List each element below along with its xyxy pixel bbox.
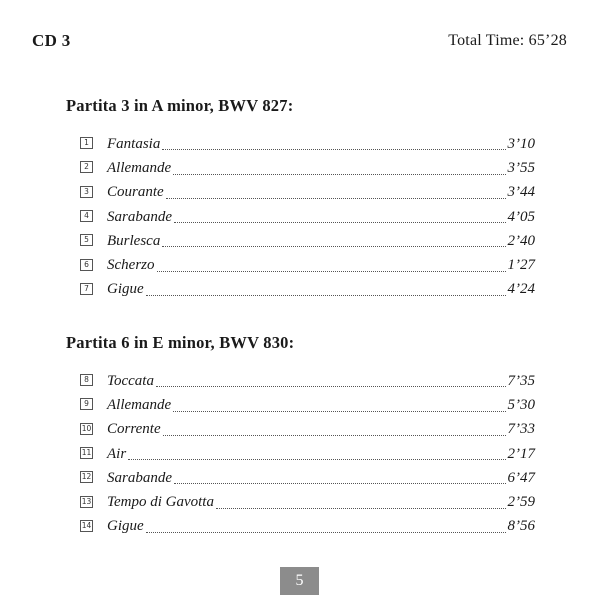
track-duration: 7’33 xyxy=(507,421,535,438)
tracklist-partita-6 xyxy=(80,369,535,539)
track-row xyxy=(80,393,535,417)
dotted-leader xyxy=(173,173,505,175)
dotted-leader xyxy=(162,245,505,247)
dotted-leader xyxy=(216,507,506,509)
track-row xyxy=(80,278,535,302)
track-title: Burlesca xyxy=(107,232,161,249)
track-number-box: 9 xyxy=(80,398,93,410)
track-number-box: 7 xyxy=(80,283,93,295)
track-duration: 2’17 xyxy=(507,445,535,462)
track-number-box: 11 xyxy=(81,448,92,458)
track-duration: 4’05 xyxy=(507,208,535,225)
track-number-box: 10 xyxy=(81,423,92,433)
track-title: Gigue xyxy=(107,281,144,298)
track-row xyxy=(80,181,535,205)
track-number-box: 8 xyxy=(80,374,93,386)
track-number-box: 5 xyxy=(80,234,93,246)
track-title: Fantasia xyxy=(107,135,161,152)
dotted-leader xyxy=(173,410,505,412)
track-title: Toccata xyxy=(107,372,154,389)
track-row xyxy=(80,442,535,466)
tracklist-partita-3 xyxy=(80,132,535,302)
track-title: Gigue xyxy=(107,518,144,535)
track-row xyxy=(80,466,535,490)
track-title: Tempo di Gavotta xyxy=(107,494,214,511)
cd-label: CD 3 xyxy=(32,31,71,50)
track-duration: 3’10 xyxy=(507,135,535,152)
dotted-leader xyxy=(174,482,506,484)
track-row xyxy=(80,490,535,514)
track-duration: 2’40 xyxy=(507,232,535,249)
track-duration: 2’59 xyxy=(507,494,535,511)
dotted-leader xyxy=(163,434,506,436)
track-row xyxy=(80,229,535,253)
dotted-leader xyxy=(162,148,505,150)
track-row xyxy=(80,205,535,229)
dotted-leader xyxy=(157,270,506,272)
dotted-leader xyxy=(146,531,506,533)
track-number-box: 3 xyxy=(80,186,93,198)
track-duration: 8’56 xyxy=(507,518,535,535)
track-row xyxy=(80,369,535,393)
section-title-partita-6: Partita 6 in E minor, BWV 830: xyxy=(66,333,295,352)
track-number-box: 2 xyxy=(80,161,93,173)
track-number-box: 4 xyxy=(80,210,93,222)
track-duration: 3’55 xyxy=(507,159,535,176)
page-number: 5 xyxy=(280,567,319,595)
dotted-leader xyxy=(174,221,506,223)
track-title: Allemande xyxy=(107,159,172,176)
dotted-leader xyxy=(146,294,506,296)
track-row xyxy=(80,515,535,539)
track-title: Scherzo xyxy=(107,257,155,274)
track-row xyxy=(80,156,535,180)
track-row xyxy=(80,253,535,277)
dotted-leader xyxy=(156,385,506,387)
track-number-box: 14 xyxy=(81,520,92,530)
track-duration: 7’35 xyxy=(507,372,535,389)
track-duration: 1’27 xyxy=(507,257,535,274)
track-number-box: 6 xyxy=(80,259,93,271)
track-title: Corrente xyxy=(107,421,161,438)
track-title: Allemande xyxy=(107,396,172,413)
track-duration: 3’44 xyxy=(507,184,535,201)
section-title-partita-3: Partita 3 in A minor, BWV 827: xyxy=(66,96,294,115)
track-duration: 6’47 xyxy=(507,469,535,486)
track-number-box: 1 xyxy=(80,137,93,149)
track-title: Sarabande xyxy=(107,469,172,486)
track-title: Sarabande xyxy=(107,208,172,225)
track-title: Air xyxy=(107,445,127,462)
track-duration: 4’24 xyxy=(507,281,535,298)
track-row xyxy=(80,418,535,442)
dotted-leader xyxy=(128,458,505,460)
total-time: Total Time: 65’28 xyxy=(448,32,567,49)
dotted-leader xyxy=(166,197,506,199)
track-duration: 5’30 xyxy=(507,396,535,413)
track-number-box: 13 xyxy=(81,496,92,506)
track-number-box: 12 xyxy=(81,472,92,482)
track-title: Courante xyxy=(107,184,164,201)
track-row xyxy=(80,132,535,156)
